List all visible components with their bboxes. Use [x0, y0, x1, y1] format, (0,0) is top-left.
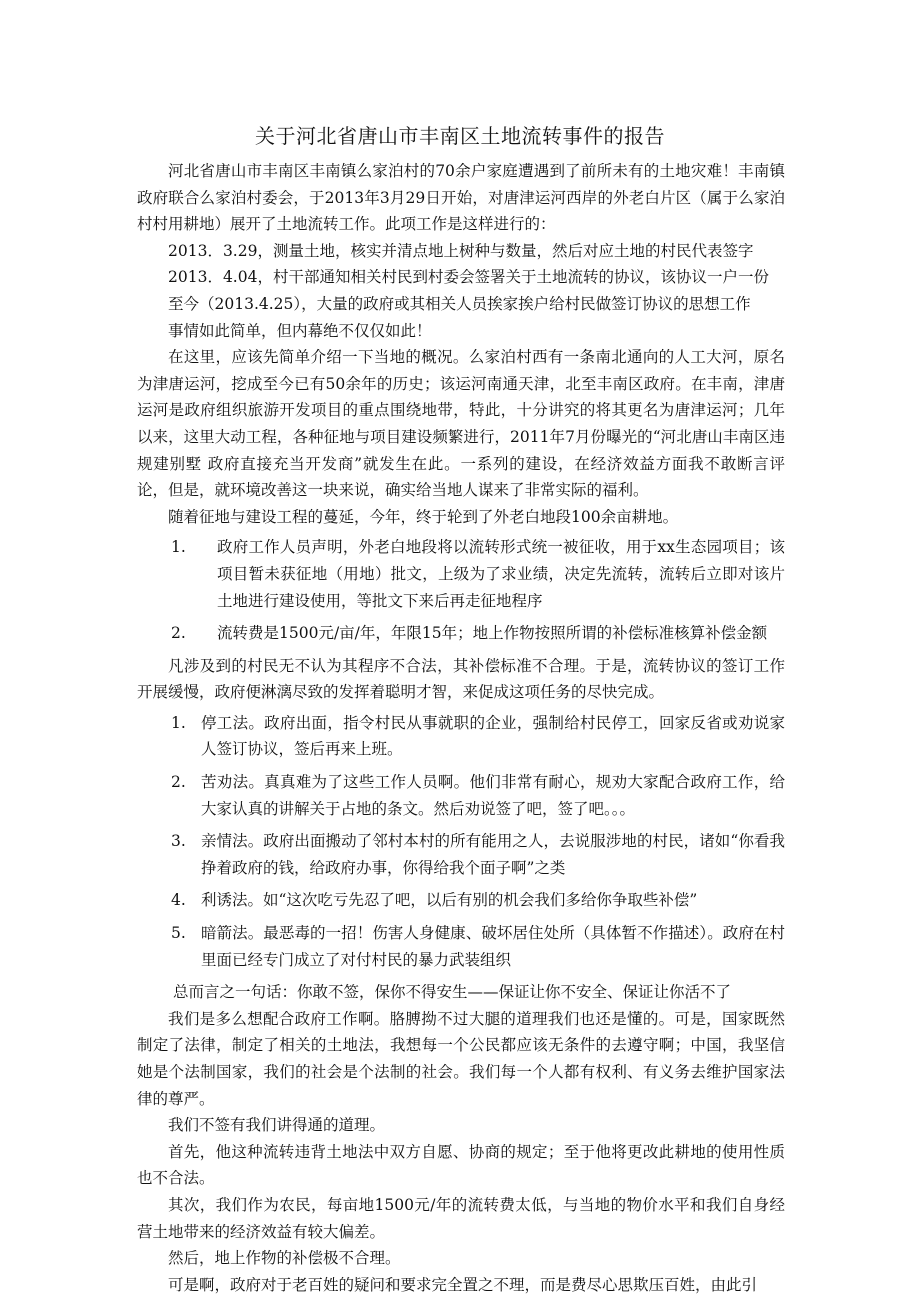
list-item	[137, 710, 785, 763]
list-item	[137, 828, 785, 881]
list-number: 2.	[171, 624, 186, 643]
paragraph-date-3: 至今（2013.4.25），大量的政府或其相关人员挨家挨户给村民做签订协议的思想工作	[168, 294, 751, 313]
paragraph-date-2: 2013．4.04，村干部通知相关村民到村委会签署关于土地流转的协议，该协议一户一份	[168, 268, 769, 287]
methods-list	[137, 710, 785, 973]
list-text: 流转费是1500元/亩/年，年限15年；地上作物按照所谓的补偿标准核算补偿金额	[217, 624, 768, 643]
list-number: 1.	[171, 713, 186, 732]
list-item	[137, 534, 785, 614]
list-text: 暗箭法。最恶毒的一招！伤害人身健康、破坏居住处所（具体暂不作描述）。政府在村里面已经专门成立了对付村民的暴力武装组织	[201, 924, 785, 969]
list-number: 2.	[171, 773, 186, 792]
list-number: 1.	[171, 538, 186, 557]
list-item	[137, 920, 785, 973]
list-text: 利诱法。如“这次吃亏先忍了吧，以后有别的机会我们多给你争取些补偿”	[201, 891, 698, 910]
paragraph-cooperate: 我们是多么想配合政府工作啊。胳膊拗不过大腿的道理我们也还是懂的。可是，国家既然制定了法律，制定了相关的土地法，我想每一个公民都应该无条件的去遵守啊；中国，我坚信她是个法制国家，我们的社会是个法制的社会。我们每一个人都有权利、有义务去维护国家法律的尊严。	[137, 1009, 785, 1108]
document-title: 关于河北省唐山市丰南区土地流转事件的报告	[255, 124, 665, 148]
paragraph-intro: 河北省唐山市丰南区丰南镇么家泊村的70余户家庭遭遇到了前所未有的土地灾难！丰南镇政府联合么家泊村委会，于2013年3月29日开始，对唐津运河西岸的外老白片区（属于么家泊村村用耕地）展开了土地流转工作。此项工作是这样进行的：	[137, 162, 785, 234]
paragraph-third: 然后，地上作物的补偿极不合理。	[168, 1249, 401, 1268]
list-text: 停工法。政府出面，指令村民从事就职的企业，强制给村民停工，回家反省或劝说家人签订协议，签后再来上班。	[201, 713, 785, 759]
paragraph-summary: 总而言之一句话：你敢不签，保你不得安生——保证让你不安全、保证让你活不了	[173, 983, 732, 1002]
statement-list	[137, 534, 785, 646]
paragraph-background: 在这里，应该先简单介绍一下当地的概况。么家泊村西有一条南北通向的人工大河，原名为津唐运河，挖成至今已有50余年的历史；该运河南通天津，北至丰南区政府。在丰南，津唐运河是政府组织旅游开发项目的重点围绕地带，特此，十分讲究的将其更名为唐津运河；几年以来，这里大动工程，各种征地与项目建设频繁进行，2011年7月份曝光的“河北唐山丰南区违规建别墅 政府直接充当开发商”就发生在此。一系列的建设，在经济效益方面我不敢断言评论，但是，就环境改善这一块来说，确实给当地人谋来了非常实际的福利。	[137, 348, 785, 500]
paragraph-inside-story: 事情如此简单，但内幕绝不仅仅如此！	[168, 321, 432, 340]
paragraph-land-turn: 随着征地与建设工程的蔓延，今年，终于轮到了外老白地段100余亩耕地。	[168, 507, 679, 526]
list-text: 苦劝法。真真难为了这些工作人员啊。他们非常有耐心，规劝大家配合政府工作，给大家认真的讲解关于占地的条文。然后劝说签了吧，签了吧。。。	[201, 773, 785, 818]
list-item	[137, 620, 785, 647]
list-item	[137, 887, 785, 914]
list-number: 5.	[171, 924, 186, 943]
paragraph-first: 首先，他这种流转违背土地法中双方自愿、协商的规定；至于他将更改此耕地的使用性质也不合法。	[137, 1142, 785, 1188]
list-item	[137, 769, 785, 822]
paragraph-procedure: 凡涉及到的村民无不认为其程序不合法，其补偿标准不合理。于是，流转协议的签订工作开展缓慢，政府便淋漓尽致的发挥着聪明才智，来促成这项任务的尽快完成。	[137, 656, 785, 702]
document-body	[137, 158, 785, 1298]
paragraph-ending: 可是啊，政府对于老百姓的疑问和要求完全置之不理，而是费尽心思欺压百姓，由此引	[168, 1275, 758, 1294]
list-text: 政府工作人员声明，外老白地段将以流转形式统一被征收，用于xx生态园项目；该项目暂未获征地（用地）批文，上级为了求业绩，决定先流转，流转后立即对该片土地进行建设使用，等批文下来后再走征地程序	[217, 538, 785, 610]
list-number: 4.	[171, 891, 186, 910]
paragraph-reason: 我们不签有我们讲得通的道理。	[168, 1116, 386, 1135]
paragraph-date-1: 2013．3.29，测量土地，核实并清点地上树种与数量，然后对应土地的村民代表签字	[168, 241, 754, 260]
list-text: 亲情法。政府出面搬动了邻村本村的所有能用之人，去说服涉地的村民，诸如“你看我挣着政府的钱，给政府办事，你得给我个面子啊”之类	[201, 832, 785, 877]
paragraph-second: 其次，我们作为农民，每亩地1500元/年的流转费太低，与当地的物价水平和我们自身经营土地带来的经济效益有较大偏差。	[137, 1195, 785, 1241]
list-number: 3.	[171, 832, 186, 851]
